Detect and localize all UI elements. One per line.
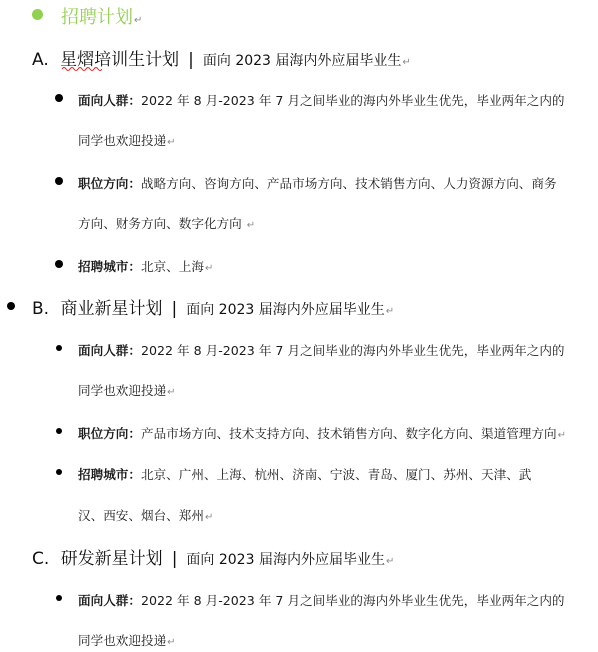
spellcheck-squiggle xyxy=(62,66,102,71)
list-bullet xyxy=(56,428,62,434)
section-a-name: 星熠培训生计划 xyxy=(60,50,180,70)
list-bullet xyxy=(56,595,62,601)
section-c-subtitle: 面向 2023 届海内外应届毕业生 xyxy=(186,552,385,568)
list-item: 面向人群：2022 年 8 月-2023 年 7 月之间毕业的海内外毕业生优先，毕业两年之内的 xyxy=(78,343,565,358)
section-a-subtitle: 面向 2023 届海内外应届毕业生 xyxy=(202,53,402,69)
list-item: 招聘城市：北京、广州、上海、杭州、济南、宁波、青岛、厦门、苏州、天津、武 xyxy=(78,467,532,482)
section-c-separator: | xyxy=(171,549,178,569)
list-bullet xyxy=(56,469,62,475)
list-bullet xyxy=(55,260,63,268)
section-c-letter: C. xyxy=(32,549,50,569)
list-item: 面向人群：2022 年 8 月-2023 年 7 月之间毕业的海内外毕业生优先，毕业两年之内的 xyxy=(78,593,565,608)
section-b-name: 商业新星计划 xyxy=(60,299,163,319)
section-a-heading: A. 星熠培训生计划 | 面向 2023 届海内外应届毕业生↵ xyxy=(32,50,411,70)
section-a-separator: | xyxy=(188,50,194,70)
list-item: 面向人群：2022 年 8 月-2023 年 7 月之间毕业的海内外毕业生优先，毕业两年之内的 xyxy=(78,93,565,108)
list-item: 职位方向：战略方向、咨询方向、产品市场方向、技术销售方向、人力资源方向、商务 xyxy=(78,176,557,191)
list-item-continuation: 同学也欢迎投递↵ xyxy=(78,133,176,148)
list-bullet xyxy=(55,177,63,185)
section-b-separator: | xyxy=(171,299,178,319)
page-heading: 招聘计划↵ xyxy=(61,7,143,28)
heading-bullet-icon xyxy=(32,9,43,20)
list-item-continuation: 同学也欢迎投递↵ xyxy=(78,383,176,398)
list-item: 职位方向：产品市场方向、技术支持方向、技术销售方向、数字化方向、渠道管理方向↵ xyxy=(78,426,566,441)
section-b-subtitle: 面向 2023 届海内外应届毕业生 xyxy=(186,302,385,318)
list-item-continuation: 方向、财务方向、数字化方向 ↵ xyxy=(78,216,256,231)
list-item: 招聘城市：北京、上海↵ xyxy=(78,259,214,274)
section-c-name: 研发新星计划 xyxy=(60,549,163,569)
list-item-continuation: 汉、西安、烟台、郑州↵ xyxy=(78,508,214,523)
section-c-heading: C. 研发新星计划 | 面向 2023 届海内外应届毕业生↵ xyxy=(32,549,395,569)
list-bullet xyxy=(55,94,63,102)
section-b-heading: B. 商业新星计划 | 面向 2023 届海内外应届毕业生↵ xyxy=(32,299,395,319)
section-b-bullet xyxy=(7,302,15,310)
section-a-letter: A. xyxy=(32,50,49,70)
section-b-letter: B. xyxy=(32,299,50,319)
list-bullet xyxy=(56,345,62,351)
list-item-continuation: 同学也欢迎投递↵ xyxy=(78,633,176,648)
